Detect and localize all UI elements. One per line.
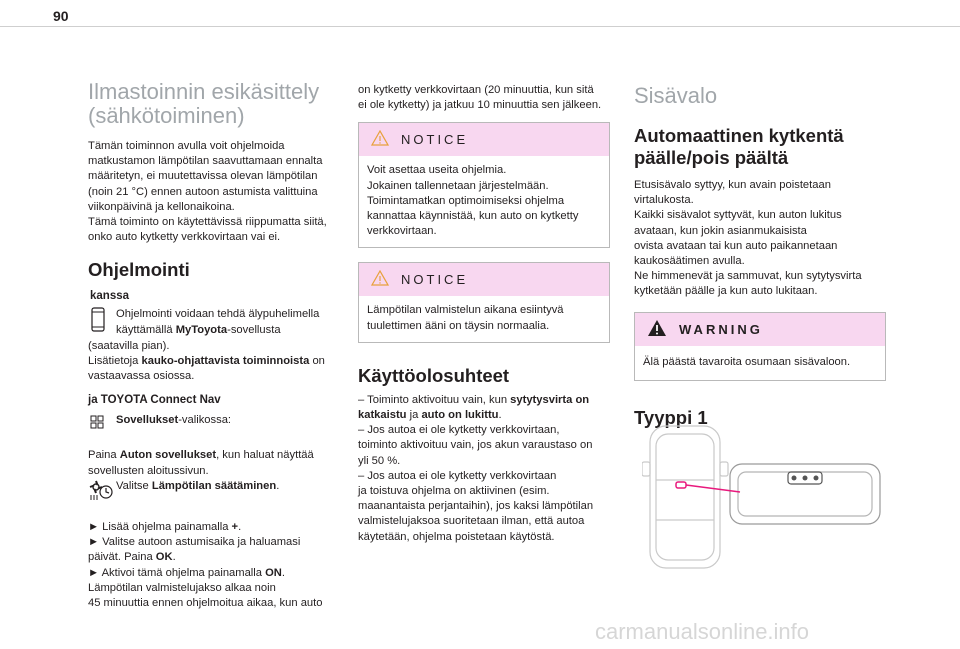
locked-label: auto on lukittu bbox=[421, 409, 499, 422]
text-line: Etusisävalo syttyy, kun avain poistetaan bbox=[634, 179, 831, 191]
warning-body bbox=[635, 346, 885, 380]
text-run: ja bbox=[406, 409, 422, 422]
text-line bbox=[358, 408, 610, 423]
text-line bbox=[358, 393, 610, 408]
text-run: käyttämällä bbox=[116, 323, 176, 336]
text-line: ovista avataan tai kun auto paikannetaan bbox=[634, 239, 838, 252]
mytoyota-label: MyToyota bbox=[175, 323, 228, 336]
column-1 bbox=[88, 80, 340, 611]
text-line: virtalukosta. bbox=[634, 194, 694, 207]
text-line: toiminto aktivoituu vain, jos akun varaustaso on bbox=[358, 439, 593, 452]
text-run: Paina bbox=[88, 449, 120, 462]
apps-row bbox=[88, 413, 340, 436]
conditions-paragraph bbox=[358, 393, 610, 545]
page-number: 90 bbox=[53, 8, 69, 24]
text-line: kannattaa käynnistää, kun auto on kytketty bbox=[367, 210, 579, 223]
kanssa-heading: kanssa bbox=[90, 290, 130, 303]
text-line: ► Valitse autoon astumisaika ja haluamasi bbox=[88, 536, 301, 549]
text-run: on bbox=[309, 354, 325, 367]
text-run: . bbox=[172, 551, 176, 564]
column-2 bbox=[358, 80, 610, 545]
remote-functions-label: kauko-ohjattavista toiminnoista bbox=[141, 354, 310, 367]
text-line bbox=[88, 520, 340, 535]
text-line bbox=[88, 550, 340, 565]
light-marker bbox=[676, 482, 686, 488]
text-line: Lämpötilan valmistelun aikana esiintyvä bbox=[367, 304, 564, 317]
text-line: Älä päästä tavaroita osumaan sisävaloon. bbox=[643, 355, 851, 368]
warning-header bbox=[635, 313, 885, 346]
text-run: . bbox=[281, 566, 285, 579]
auto-heading-line1: Automaattinen kytkentä bbox=[634, 125, 844, 146]
text-line: – Jos autoa ei ole kytketty verkkovirtaan, bbox=[358, 424, 560, 437]
notice-label: NOTICE bbox=[401, 132, 469, 148]
text-run: -valikossa: bbox=[178, 414, 232, 427]
text-run: Lisätietoja bbox=[88, 354, 142, 367]
text-line: määritetyn, ei muutettavissa olevan lämpötilan bbox=[88, 170, 318, 183]
text-run: . bbox=[276, 479, 280, 492]
text-line: ja toistuva ohjelma on aktiivinen (esim. bbox=[358, 485, 550, 498]
apps-label: Sovellukset bbox=[116, 414, 179, 427]
steps-paragraph bbox=[88, 520, 340, 611]
text-line: viikonpäivinä ja kellonaikoina. bbox=[88, 200, 235, 213]
smartphone-icon bbox=[88, 307, 116, 338]
text-run: -sovellusta bbox=[227, 323, 281, 336]
ignition-label: sytytysvirta on bbox=[510, 393, 590, 406]
text-line: maanantaista perjantaihin), jos kaksi lämpötilan bbox=[358, 500, 594, 513]
text-run: – Toiminto aktivoituu vain, kun bbox=[358, 393, 511, 406]
text-line: avataan, kun jokin asianmukaisista bbox=[634, 224, 807, 237]
notice-header bbox=[359, 123, 609, 156]
auto-paragraph bbox=[634, 178, 886, 300]
text-run: , kun haluat näyttää bbox=[216, 449, 314, 462]
notice-body bbox=[359, 156, 609, 247]
auto-heading-line2: päälle/pois päältä bbox=[634, 147, 789, 168]
on-label: ON bbox=[265, 566, 282, 579]
text-line bbox=[88, 566, 340, 581]
text-line: sovellusten aloitussivun. bbox=[88, 464, 209, 477]
text-line: kytketään päälle ja kun auto lukitaan. bbox=[634, 285, 818, 298]
warning-label: WARNING bbox=[679, 321, 763, 337]
text-line: (saatavilla pian). bbox=[88, 339, 170, 352]
text-line: – Jos autoa ei ole kytketty verkkovirtaan bbox=[358, 469, 557, 482]
warning-triangle-icon bbox=[647, 319, 667, 340]
text-line: Tämän toiminnon avulla voit ohjelmoida bbox=[88, 140, 285, 152]
notice-box-2 bbox=[358, 262, 610, 342]
text-line: Ohjelmointi voidaan tehdä älypuhelimella bbox=[116, 308, 320, 321]
text-line: (noin 21 °C) ennen autoon astumista valittuina bbox=[88, 185, 318, 198]
apps-grid-icon bbox=[88, 413, 116, 436]
interior-light-title: Sisävalo bbox=[634, 83, 718, 108]
notice-box-1 bbox=[358, 122, 610, 248]
watermark: carmanualsonline.info bbox=[595, 619, 810, 644]
car-apps-label: Auton sovellukset bbox=[119, 449, 217, 462]
press-paragraph bbox=[88, 448, 340, 506]
text-line: ei ole kytketty) ja jatkuu 10 minuuttia sen jälkeen. bbox=[358, 99, 602, 112]
text-run: ► Aktivoi tämä ohjelma painamalla bbox=[88, 566, 266, 579]
phone-paragraph bbox=[88, 307, 340, 384]
phone-row bbox=[88, 307, 340, 338]
text-run: ► Lisää ohjelma painamalla bbox=[88, 521, 232, 534]
programming-heading: Ohjelmointi bbox=[88, 259, 190, 281]
text-line: käytetään, ohjelma poistetaan käytöstä. bbox=[358, 530, 555, 543]
text-line: tuulettimen ääni on täysin normaalia. bbox=[367, 319, 550, 332]
text-line: vastaavassa osiossa. bbox=[88, 370, 195, 383]
type-1-heading: Tyyppi 1 bbox=[634, 406, 708, 428]
column-3 bbox=[634, 80, 886, 429]
text-run: päivät. Paina bbox=[88, 551, 156, 564]
header-divider bbox=[0, 26, 960, 27]
notice-body bbox=[359, 296, 609, 341]
text-line bbox=[88, 448, 340, 463]
fan-clock-icon bbox=[88, 479, 116, 506]
text-run: Valitse bbox=[116, 479, 152, 492]
text-line: Kaikki sisävalot syttyvät, kun auton lukitus bbox=[634, 209, 842, 222]
section-title-line1: Ilmastoinnin esikäsittely bbox=[88, 79, 320, 104]
section-title-line2: (sähkötoiminen) bbox=[88, 103, 245, 128]
text-line: Ne himmenevät ja sammuvat, kun sytytysvirta bbox=[634, 270, 862, 283]
notice-label: NOTICE bbox=[401, 272, 469, 288]
text-line: valmistelujaksoa suoritetaan ilman, että autoa bbox=[358, 515, 585, 528]
ignition-label-cont: katkaistu bbox=[358, 409, 407, 422]
text-line: onko auto kytketty verkkovirtaan vai ei. bbox=[88, 231, 281, 244]
text-run: . bbox=[498, 409, 502, 422]
text-line: yli 50 %. bbox=[358, 454, 401, 467]
warning-box bbox=[634, 312, 886, 381]
text-line: Tämä toiminto on käytettävissä riippumatta siitä, bbox=[88, 216, 327, 229]
text-line bbox=[88, 354, 340, 369]
notice-header bbox=[359, 263, 609, 296]
continuation-paragraph bbox=[358, 83, 610, 113]
text-line: Jokainen tallennetaan järjestelmään. bbox=[367, 179, 549, 192]
text-run: . bbox=[238, 521, 242, 534]
text-line: verkkovirtaan. bbox=[367, 225, 437, 238]
temperature-setting-label: Lämpötilan säätäminen bbox=[151, 479, 277, 492]
ok-label: OK bbox=[155, 551, 173, 564]
text-line: on kytketty verkkovirtaan (20 minuuttia, kun sitä bbox=[358, 84, 594, 96]
interior-light-illustration bbox=[642, 420, 890, 575]
text-line bbox=[116, 323, 319, 338]
text-line: Voit asettaa useita ohjelmia. bbox=[367, 164, 507, 177]
text-line: 45 minuuttia ennen ohjelmoitua aikaa, kun auto bbox=[88, 597, 323, 610]
text-line: Lämpötilan valmistelujakso alkaa noin bbox=[88, 581, 276, 594]
notice-triangle-icon bbox=[371, 130, 389, 149]
notice-triangle-icon bbox=[371, 270, 389, 289]
conditions-heading: Käyttöolosuhteet bbox=[358, 364, 510, 386]
text-line: Toimintamatkan optimoimiseksi ohjelma bbox=[367, 194, 565, 207]
text-line: kaukosäätimen avulla. bbox=[634, 255, 745, 268]
intro-paragraph bbox=[88, 139, 340, 245]
text-line: matkustamon lämpötilan saavuttamaan ennalta bbox=[88, 155, 323, 168]
temperature-row bbox=[88, 479, 340, 506]
toyota-connect-heading: ja TOYOTA Connect Nav bbox=[88, 394, 221, 407]
plus-label: + bbox=[231, 521, 239, 534]
